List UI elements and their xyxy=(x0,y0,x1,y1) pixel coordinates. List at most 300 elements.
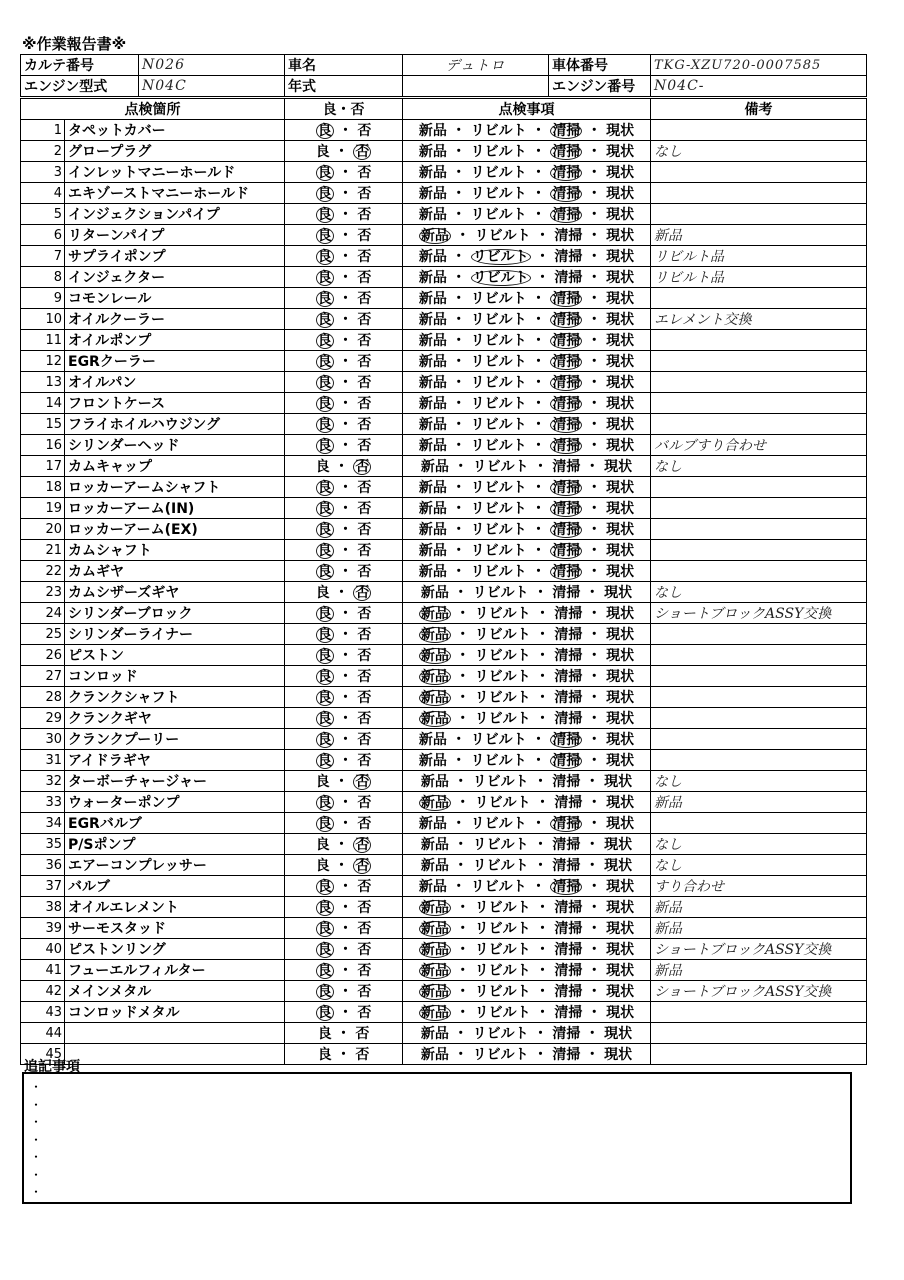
okng-cell xyxy=(285,750,403,771)
note-cell xyxy=(651,351,867,372)
okng-cell xyxy=(285,309,403,330)
okng-cell xyxy=(285,120,403,141)
part-name: エアーコンプレッサー xyxy=(65,855,285,876)
table-row xyxy=(21,1044,867,1065)
okng-cell xyxy=(285,477,403,498)
option-ok: 良 xyxy=(317,375,332,391)
check-option: 清掃 xyxy=(554,627,583,643)
check-option: 清掃 xyxy=(552,291,581,307)
part-name: オイルエレメント xyxy=(65,897,285,918)
check-option: リビルト xyxy=(470,396,527,412)
table-row xyxy=(21,120,867,141)
additional-bullet: ・ xyxy=(30,1080,43,1094)
note-cell xyxy=(651,750,867,771)
separator: ・ xyxy=(450,963,475,979)
option-ok: 良 xyxy=(317,732,332,748)
check-option: リビルト xyxy=(474,900,531,916)
check-option: 現状 xyxy=(606,438,635,454)
check-option: 清掃 xyxy=(552,816,581,832)
okng-cell xyxy=(285,393,403,414)
check-option: 新品 xyxy=(418,270,447,286)
okng-cell xyxy=(285,204,403,225)
option-ok: 良 xyxy=(317,354,332,370)
check-option: 清掃 xyxy=(552,186,581,202)
note-cell xyxy=(651,561,867,582)
table-row xyxy=(21,540,867,561)
option-ng: 否 xyxy=(355,144,370,160)
option-ng: 否 xyxy=(357,438,372,454)
additional-notes-title: 追記事項 xyxy=(24,1059,80,1075)
separator: ・ xyxy=(333,921,358,937)
okng-cell xyxy=(285,918,403,939)
separator: ・ xyxy=(528,837,553,853)
separator: ・ xyxy=(530,921,555,937)
separator: ・ xyxy=(333,963,358,979)
separator: ・ xyxy=(582,648,607,664)
row-number: 16 xyxy=(21,435,65,456)
table-row xyxy=(21,960,867,981)
check-cell xyxy=(403,267,651,288)
check-option: 清掃 xyxy=(552,858,581,874)
col-note-header: 備考 xyxy=(651,99,867,120)
check-cell xyxy=(403,393,651,414)
check-option: 清掃 xyxy=(552,564,581,580)
note-cell xyxy=(651,498,867,519)
note-cell xyxy=(651,414,867,435)
check-option: 現状 xyxy=(606,984,635,1000)
option-ok: 良 xyxy=(317,249,332,265)
check-option: リビルト xyxy=(474,921,531,937)
check-option: リビルト xyxy=(474,606,531,622)
check-option: リビルト xyxy=(474,669,531,685)
row-number: 20 xyxy=(21,519,65,540)
separator: ・ xyxy=(580,837,605,853)
check-cell xyxy=(403,1023,651,1044)
car-value: デュトロ xyxy=(403,55,549,76)
table-row xyxy=(21,435,867,456)
table-row xyxy=(21,939,867,960)
separator: ・ xyxy=(329,144,354,160)
check-option: リビルト xyxy=(470,165,527,181)
check-option: 清掃 xyxy=(554,669,583,685)
separator: ・ xyxy=(530,228,555,244)
car-label: 車名 xyxy=(285,55,403,76)
check-option: リビルト xyxy=(472,1047,529,1063)
check-option: 現状 xyxy=(606,795,635,811)
separator: ・ xyxy=(446,501,471,517)
separator: ・ xyxy=(333,480,358,496)
separator: ・ xyxy=(582,942,607,958)
row-number: 44 xyxy=(21,1023,65,1044)
note-cell: 新品 xyxy=(651,960,867,981)
table-row xyxy=(21,561,867,582)
option-ng: 否 xyxy=(355,1047,370,1063)
row-number: 4 xyxy=(21,183,65,204)
note-cell xyxy=(651,729,867,750)
table-row xyxy=(21,624,867,645)
separator: ・ xyxy=(526,753,551,769)
check-option: リビルト xyxy=(470,501,527,517)
note-cell: すり合わせ xyxy=(651,876,867,897)
option-ng: 否 xyxy=(355,585,370,601)
check-option: 新品 xyxy=(418,186,447,202)
okng-cell xyxy=(285,876,403,897)
check-cell xyxy=(403,141,651,162)
option-ng: 否 xyxy=(357,270,372,286)
option-ng: 否 xyxy=(357,816,372,832)
check-option: 現状 xyxy=(606,711,635,727)
option-ok: 良 xyxy=(317,543,332,559)
option-ok: 良 xyxy=(317,480,332,496)
check-option: 現状 xyxy=(606,564,635,580)
check-option: 新品 xyxy=(420,1005,449,1021)
separator: ・ xyxy=(333,627,358,643)
separator: ・ xyxy=(450,942,475,958)
check-option: リビルト xyxy=(470,291,527,307)
note-cell xyxy=(651,372,867,393)
part-name: カムギヤ xyxy=(65,561,285,582)
separator: ・ xyxy=(333,249,358,265)
okng-cell xyxy=(285,687,403,708)
check-option: 現状 xyxy=(604,1047,633,1063)
table-row xyxy=(21,855,867,876)
table-row xyxy=(21,225,867,246)
separator: ・ xyxy=(450,984,475,1000)
option-ng: 否 xyxy=(357,606,372,622)
check-option: 現状 xyxy=(606,690,635,706)
okng-cell xyxy=(285,1023,403,1044)
table-row xyxy=(21,330,867,351)
part-name: コンロッドメタル xyxy=(65,1002,285,1023)
option-ng: 否 xyxy=(355,774,370,790)
check-option: 新品 xyxy=(420,963,449,979)
check-option: 現状 xyxy=(604,774,633,790)
check-option: 新品 xyxy=(418,354,447,370)
separator: ・ xyxy=(582,816,607,832)
check-option: 現状 xyxy=(606,207,635,223)
separator: ・ xyxy=(333,984,358,1000)
separator: ・ xyxy=(333,543,358,559)
check-option: 現状 xyxy=(606,627,635,643)
check-option: リビルト xyxy=(474,795,531,811)
check-cell xyxy=(403,414,651,435)
check-option: 現状 xyxy=(606,522,635,538)
check-option: 現状 xyxy=(604,1026,633,1042)
option-ng: 否 xyxy=(357,312,372,328)
separator: ・ xyxy=(582,690,607,706)
part-name: ターボーチャージャー xyxy=(65,771,285,792)
part-name: インジェクションパイプ xyxy=(65,204,285,225)
separator: ・ xyxy=(333,900,358,916)
row-number: 25 xyxy=(21,624,65,645)
check-option: 清掃 xyxy=(554,984,583,1000)
row-number: 6 xyxy=(21,225,65,246)
part-name: P/Sポンプ xyxy=(65,834,285,855)
separator: ・ xyxy=(582,165,607,181)
check-option: リビルト xyxy=(470,354,527,370)
check-option: リビルト xyxy=(470,375,527,391)
separator: ・ xyxy=(446,333,471,349)
separator: ・ xyxy=(450,921,475,937)
option-ng: 否 xyxy=(357,543,372,559)
check-cell xyxy=(403,855,651,876)
check-option: 清掃 xyxy=(552,417,581,433)
check-option: 新品 xyxy=(418,312,447,328)
part-name: ウォーターポンプ xyxy=(65,792,285,813)
part-name: フューエルフィルター xyxy=(65,960,285,981)
separator: ・ xyxy=(446,417,471,433)
option-ok: 良 xyxy=(317,564,332,580)
table-row xyxy=(21,750,867,771)
part-name: インジェクター xyxy=(65,267,285,288)
check-option: 現状 xyxy=(606,375,635,391)
note-cell: ショートブロックASSY交換 xyxy=(651,939,867,960)
check-option: 新品 xyxy=(420,1047,449,1063)
separator: ・ xyxy=(580,858,605,874)
separator: ・ xyxy=(333,606,358,622)
check-option: リビルト xyxy=(470,438,527,454)
check-option: 新品 xyxy=(418,165,447,181)
check-option: 現状 xyxy=(606,333,635,349)
col-check-header: 点検事項 xyxy=(403,99,651,120)
check-option: 新品 xyxy=(420,627,449,643)
separator: ・ xyxy=(582,312,607,328)
note-cell: なし xyxy=(651,141,867,162)
check-option: リビルト xyxy=(470,564,527,580)
note-cell xyxy=(651,1023,867,1044)
option-ng: 否 xyxy=(357,564,372,580)
check-option: 新品 xyxy=(420,774,449,790)
note-cell xyxy=(651,540,867,561)
part-name: リターンパイプ xyxy=(65,225,285,246)
engine-type-value: N04C xyxy=(139,76,285,97)
separator: ・ xyxy=(582,375,607,391)
check-option: 新品 xyxy=(418,333,447,349)
separator: ・ xyxy=(526,564,551,580)
okng-cell xyxy=(285,624,403,645)
check-option: 新品 xyxy=(420,711,449,727)
part-name: ロッカーアームシャフト xyxy=(65,477,285,498)
check-option: 現状 xyxy=(606,942,635,958)
separator: ・ xyxy=(333,291,358,307)
note-cell xyxy=(651,624,867,645)
check-cell xyxy=(403,1044,651,1065)
option-ok: 良 xyxy=(317,123,332,139)
additional-notes-box xyxy=(22,1072,852,1204)
okng-cell xyxy=(285,330,403,351)
separator: ・ xyxy=(446,879,471,895)
okng-cell xyxy=(285,582,403,603)
option-ok: 良 xyxy=(317,1047,332,1063)
check-option: 現状 xyxy=(606,732,635,748)
check-option: 現状 xyxy=(606,480,635,496)
separator: ・ xyxy=(526,438,551,454)
okng-cell xyxy=(285,603,403,624)
option-ng: 否 xyxy=(357,921,372,937)
check-option: 現状 xyxy=(604,858,633,874)
okng-cell xyxy=(285,939,403,960)
check-option: 現状 xyxy=(606,648,635,664)
separator: ・ xyxy=(580,459,605,475)
check-option: 現状 xyxy=(606,312,635,328)
check-option: 清掃 xyxy=(552,144,581,160)
separator: ・ xyxy=(333,228,358,244)
option-ng: 否 xyxy=(357,501,372,517)
row-number: 29 xyxy=(21,708,65,729)
check-cell xyxy=(403,456,651,477)
note-cell: なし xyxy=(651,855,867,876)
check-option: 現状 xyxy=(606,753,635,769)
part-name: EGRバルブ xyxy=(65,813,285,834)
note-cell xyxy=(651,120,867,141)
separator: ・ xyxy=(333,879,358,895)
note-cell xyxy=(651,330,867,351)
separator: ・ xyxy=(526,543,551,559)
separator: ・ xyxy=(582,123,607,139)
separator: ・ xyxy=(333,711,358,727)
check-cell xyxy=(403,309,651,330)
note-cell: ショートブロックASSY交換 xyxy=(651,603,867,624)
row-number: 19 xyxy=(21,498,65,519)
option-ok: 良 xyxy=(317,900,332,916)
note-cell xyxy=(651,708,867,729)
okng-cell xyxy=(285,288,403,309)
check-option: 現状 xyxy=(606,354,635,370)
separator: ・ xyxy=(530,795,555,811)
check-option: 清掃 xyxy=(552,459,581,475)
part-name: シリンダーヘッド xyxy=(65,435,285,456)
option-ng: 否 xyxy=(357,690,372,706)
engine-no-value: N04C- xyxy=(651,76,867,97)
separator: ・ xyxy=(333,354,358,370)
part-name: ピストンリング xyxy=(65,939,285,960)
check-cell xyxy=(403,120,651,141)
separator: ・ xyxy=(333,942,358,958)
year-label: 年式 xyxy=(285,76,403,97)
check-option: 清掃 xyxy=(552,165,581,181)
check-option: 現状 xyxy=(606,543,635,559)
okng-cell xyxy=(285,225,403,246)
check-option: リビルト xyxy=(470,123,527,139)
okng-cell xyxy=(285,960,403,981)
check-cell xyxy=(403,876,651,897)
check-option: リビルト xyxy=(470,207,527,223)
separator: ・ xyxy=(582,501,607,517)
okng-cell xyxy=(285,1044,403,1065)
check-option: 清掃 xyxy=(554,795,583,811)
check-option: 現状 xyxy=(606,963,635,979)
check-option: 清掃 xyxy=(552,123,581,139)
additional-bullet: ・ xyxy=(30,1185,43,1199)
check-cell xyxy=(403,981,651,1002)
table-row xyxy=(21,267,867,288)
table-row xyxy=(21,309,867,330)
separator: ・ xyxy=(526,291,551,307)
separator: ・ xyxy=(528,1026,553,1042)
okng-cell xyxy=(285,183,403,204)
page-title: ※作業報告書※ xyxy=(22,35,127,53)
note-cell xyxy=(651,204,867,225)
separator: ・ xyxy=(582,480,607,496)
note-cell xyxy=(651,393,867,414)
separator: ・ xyxy=(450,627,475,643)
note-cell xyxy=(651,477,867,498)
note-cell: リビルト品 xyxy=(651,246,867,267)
separator: ・ xyxy=(446,249,471,265)
separator: ・ xyxy=(526,396,551,412)
check-option: 清掃 xyxy=(554,921,583,937)
check-option: 清掃 xyxy=(554,711,583,727)
note-cell: なし xyxy=(651,582,867,603)
separator: ・ xyxy=(446,375,471,391)
separator: ・ xyxy=(526,354,551,370)
option-ok: 良 xyxy=(317,690,332,706)
check-option: 清掃 xyxy=(554,648,583,664)
check-option: 清掃 xyxy=(552,1047,581,1063)
separator: ・ xyxy=(582,627,607,643)
part-name: フライホイルハウジング xyxy=(65,414,285,435)
okng-cell xyxy=(285,372,403,393)
separator: ・ xyxy=(446,207,471,223)
option-ng: 否 xyxy=(357,396,372,412)
separator: ・ xyxy=(450,795,475,811)
separator: ・ xyxy=(446,165,471,181)
row-number: 22 xyxy=(21,561,65,582)
option-ok: 良 xyxy=(317,417,332,433)
option-ng: 否 xyxy=(357,879,372,895)
row-number: 34 xyxy=(21,813,65,834)
check-option: 現状 xyxy=(606,606,635,622)
okng-cell xyxy=(285,414,403,435)
note-cell: エレメント交換 xyxy=(651,309,867,330)
row-number: 12 xyxy=(21,351,65,372)
check-option: 清掃 xyxy=(554,690,583,706)
check-option: 清掃 xyxy=(552,522,581,538)
table-row xyxy=(21,603,867,624)
table-row xyxy=(21,834,867,855)
check-option: 新品 xyxy=(418,144,447,160)
check-option: リビルト xyxy=(472,837,529,853)
check-option: 現状 xyxy=(606,900,635,916)
separator: ・ xyxy=(582,228,607,244)
check-option: 新品 xyxy=(420,795,449,811)
separator: ・ xyxy=(448,837,473,853)
okng-cell xyxy=(285,897,403,918)
note-cell xyxy=(651,1044,867,1065)
part-name: サーモスタッド xyxy=(65,918,285,939)
table-row xyxy=(21,351,867,372)
option-ok: 良 xyxy=(317,711,332,727)
check-option: 新品 xyxy=(420,459,449,475)
part-name: オイルパン xyxy=(65,372,285,393)
check-option: リビルト xyxy=(474,984,531,1000)
part-name: メインメタル xyxy=(65,981,285,1002)
check-cell xyxy=(403,960,651,981)
option-ng: 否 xyxy=(355,837,370,853)
option-ng: 否 xyxy=(357,753,372,769)
check-cell xyxy=(403,918,651,939)
option-ng: 否 xyxy=(357,228,372,244)
check-cell xyxy=(403,771,651,792)
table-row xyxy=(21,687,867,708)
okng-cell xyxy=(285,834,403,855)
row-number: 18 xyxy=(21,477,65,498)
separator: ・ xyxy=(526,144,551,160)
check-option: リビルト xyxy=(470,732,527,748)
separator: ・ xyxy=(528,774,553,790)
separator: ・ xyxy=(446,123,471,139)
part-name xyxy=(65,1023,285,1044)
